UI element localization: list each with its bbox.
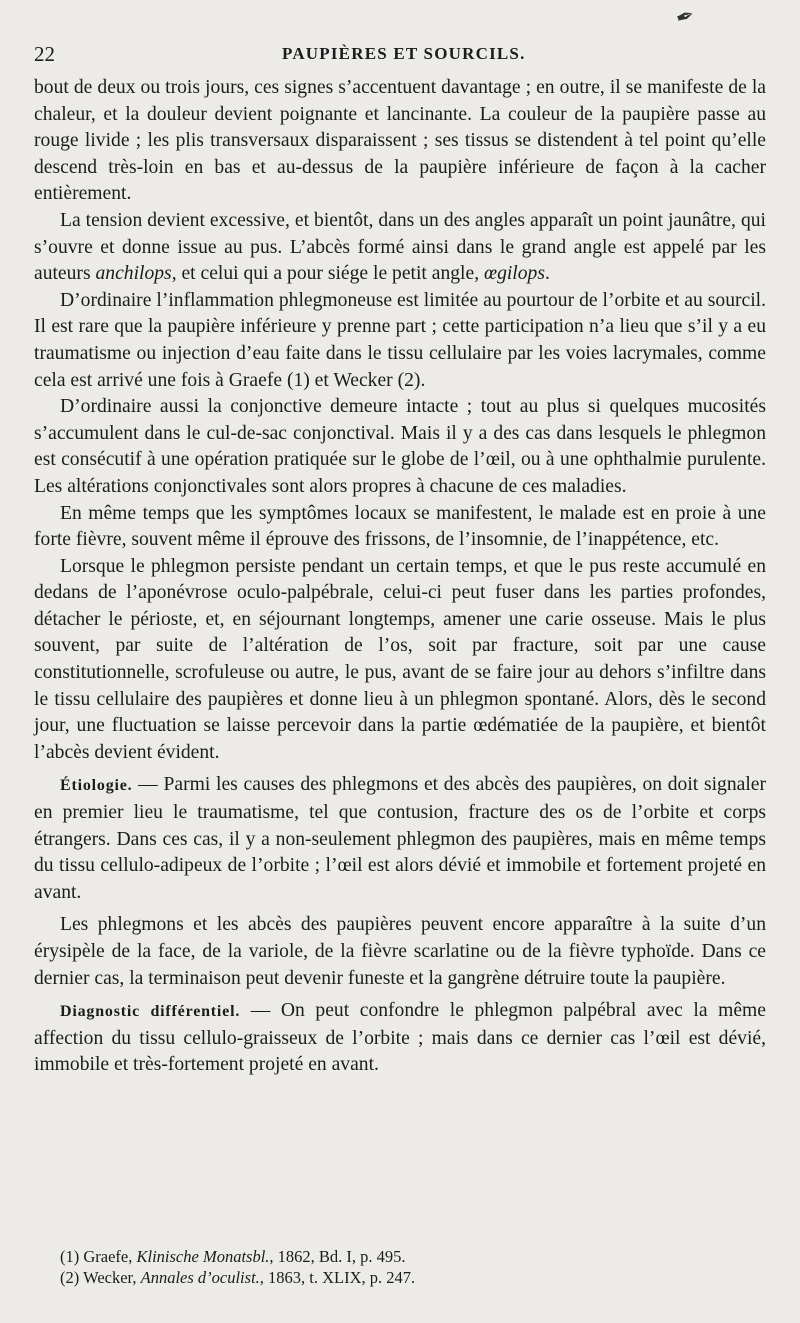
paragraph-etiologie-text: — Parmi les causes des phlegmons et des abcès des paupières, on doit signaler en premier lieu le traumatisme, tel que contusion, fracture des os de l’orbite et corps étrangers. Dans ces cas, il y a non-seulement phlegmon des paupières, mais en même temps du tissu cellulo-adipeux de l’orbite ; l’œil est alors dévié et immobile et fortement projeté en avant. (34, 774, 766, 903)
body-text (34, 75, 766, 1079)
footnote-2 (60, 1267, 760, 1288)
ink-mark: ✒ (672, 1, 698, 32)
paragraph-etiologie (34, 772, 766, 906)
paragraph-5: En même temps que les symptômes locaux se manifestent, le malade est en proie à une forte fièvre, souvent même il éprouve des frissons, de l’insomnie, de l’inappétence, etc. (34, 502, 766, 551)
footnote-1-author: (1) Graefe, (60, 1247, 137, 1266)
term-anchilops: anchilops (95, 263, 172, 285)
page-header (34, 42, 766, 72)
footnote-2-ref: , 1863, t. XLIX, p. 247. (259, 1268, 416, 1287)
term-aegilops: œgilops (484, 263, 545, 285)
footnote-1-journal: Klinische Monatsbl. (136, 1247, 270, 1266)
paragraph-2-text-end: . (544, 263, 550, 285)
paragraph-2 (34, 208, 766, 288)
paragraph-8: Les phlegmons et les abcès des paupières peuvent encore apparaître à la suite d’un érysipèle de la face, de la variole, de la fièvre scarlatine ou de la fièvre typhoïde. Dans ce dernier cas, la terminaison peut devenir funeste et la gangrène détruire toute la paupière. (34, 914, 766, 989)
paragraph-6: Lorsque le phlegmon persiste pendant un certain temps, et que le pus reste accumulé en dedans de l’aponévrose oculo-palpébrale, celui-ci peut fuser dans les parties profondes, détacher le périoste, et, en séjournant longtemps, amener une carie osseuse. Mais le plus souvent, par suite de l’altération de l’os, soit par fracture, soit par une cause constitutionnelle, scrofuleuse ou autre, le pus, avant de se faire jour au dehors s’infiltre dans le tissu cellulaire des paupières et donne lieu à un phlegmon spontané. Alors, dès le second jour, une fluctuation se laisse percevoir dans la partie œdématiée de la paupière, et bientôt l’abcès devient évident. (34, 555, 766, 763)
paragraph-4: D’ordinaire aussi la conjonctive demeure intacte ; tout au plus si quelques mucosités s’accumulent dans le cul-de-sac conjonctival. Mais il y a des cas dans lesquels le phlegmon est consécutif à une opération pratiquée sur le globe de l’œil, ou à une ophthalmie purulente. Les altérations conjonctivales sont alors propres à chacune de ces maladies. (34, 396, 766, 497)
footnote-1 (60, 1246, 760, 1267)
footnote-2-author: (2) Wecker, (60, 1268, 141, 1287)
running-title: PAUPIÈRES ET SOURCILS. (282, 44, 526, 63)
paragraph-2-text: La tension devient excessive, et bientôt, dans un des angles apparaît un point jaunâtre, qui s’ouvre et donne issue au pus. L’abcès formé ainsi dans le grand angle est appelé par les auteurs (34, 209, 766, 285)
footnote-1-ref: , 1862, Bd. I, p. 495. (269, 1247, 406, 1266)
footnote-2-journal: Annales d’oculist. (140, 1268, 260, 1287)
section-heading-diagnostic: Diagnostic différentiel. (60, 1003, 241, 1021)
section-heading-etiologie: Étiologie. (60, 777, 133, 795)
footnotes (60, 1246, 760, 1288)
paragraph-1: bout de deux ou trois jours, ces signes s’accentuent davantage ; en outre, il se manifeste de la chaleur, et la douleur devient poignante et lancinante. La couleur de la paupière passe au rouge livide ; les plis transversaux disparaissent ; ses tissus se distendent à tel point qu’elle descend très-loin en bas et au-dessus de la paupière inférieure de façon à la cacher entièrement. (34, 77, 766, 205)
paragraph-2-text-middle: , et celui qui a pour siége le petit angle, (171, 263, 484, 285)
page-number: 22 (34, 42, 55, 66)
paragraph-diagnostic-text: — On peut confondre le phlegmon palpébral avec la même affection du tissu cellulo-graisseux de l’orbite ; mais dans ce dernier cas l’œil est dévié, immobile et très-fortement projeté en avant. (34, 1000, 766, 1076)
paragraph-diagnostic (34, 998, 766, 1079)
paragraph-3: D’ordinaire l’inflammation phlegmoneuse est limitée au pourtour de l’orbite et au sourcil. Il est rare que la paupière inférieure y prenne part ; cette participation n’a lieu que s’il y a eu traumatisme ou injection d’eau faite dans le tissu cellulaire par les voies lacrymales, comme cela est arrivé une fois à Graefe (1) et Wecker (2). (34, 289, 766, 391)
